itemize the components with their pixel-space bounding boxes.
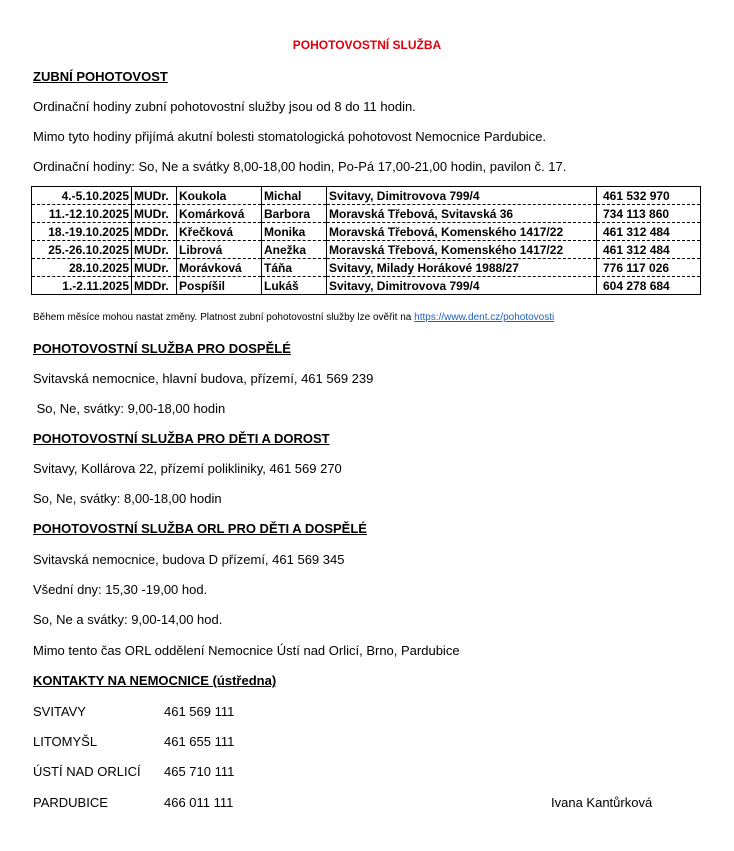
- duty-phone: 604 278 684: [597, 277, 701, 295]
- duty-first-name: Táňa: [262, 259, 327, 277]
- dental-verify-link[interactable]: https://www.dent.cz/pohotovosti: [414, 312, 555, 323]
- table-row: [32, 277, 701, 295]
- contact-phone-svitavy: 461 569 111: [164, 704, 235, 719]
- duty-date: 1.-2.11.2025: [32, 277, 132, 295]
- children-location-text: Svitavy, Kollárova 22, přízemí polikliniky, 461 569 270: [33, 461, 342, 476]
- duty-phone: 461 532 970: [597, 187, 701, 205]
- duty-date: 4.-5.10.2025: [32, 187, 132, 205]
- contact-name-litomysl: LITOMYŠL: [33, 734, 98, 749]
- contact-name-usti: ÚSTÍ NAD ORLICÍ: [33, 764, 141, 779]
- duty-phone: 461 312 484: [597, 241, 701, 259]
- contact-phone-usti: 465 710 111: [164, 764, 235, 779]
- duty-address: Svitavy, Dimitrovova 799/4: [327, 187, 597, 205]
- duty-doctor-title: MUDr.: [132, 241, 177, 259]
- duty-phone: 734 113 860: [597, 205, 701, 223]
- table-row: [32, 205, 701, 223]
- adults-hours-text: So, Ne, svátky: 9,00-18,00 hodin: [33, 401, 226, 416]
- duty-doctor-title: MDDr.: [132, 277, 177, 295]
- dental-heading: ZUBNÍ POHOTOVOST: [33, 69, 168, 84]
- duty-surname: Librová: [177, 241, 262, 259]
- dental-duty-table: [31, 186, 701, 295]
- duty-date: 28.10.2025: [32, 259, 132, 277]
- duty-surname: Morávková: [177, 259, 262, 277]
- duty-date: 25.-26.10.2025: [32, 241, 132, 259]
- orl-outside-hours-text: Mimo tento čas ORL oddělení Nemocnice Ústí nad Orlicí, Brno, Pardubice: [33, 643, 460, 658]
- contacts-heading: KONTAKTY NA NEMOCNICE (ústředna): [33, 673, 277, 688]
- dental-outside-hours-text: Mimo tyto hodiny přijímá akutní bolesti stomatologická pohotovost Nemocnice Pardubice.: [33, 129, 547, 144]
- duty-first-name: Anežka: [262, 241, 327, 259]
- dental-note-text: Během měsíce mohou nastat změny. Platnost zubní pohotovostní služby lze ověřit na: [33, 312, 412, 323]
- table-row: [32, 223, 701, 241]
- duty-first-name: Lukáš: [262, 277, 327, 295]
- duty-surname: Pospíšil: [177, 277, 262, 295]
- dental-note: [33, 312, 554, 323]
- duty-surname: Křečková: [177, 223, 262, 241]
- signature: Ivana Kantůrková: [551, 795, 653, 810]
- contact-name-svitavy: SVITAVY: [33, 704, 86, 719]
- duty-address: Moravská Třebová, Komenského 1417/22: [327, 241, 597, 259]
- table-row: [32, 187, 701, 205]
- duty-date: 18.-19.10.2025: [32, 223, 132, 241]
- duty-address: Moravská Třebová, Komenského 1417/22: [327, 223, 597, 241]
- contact-phone-pardubice: 466 011 111: [164, 795, 234, 810]
- orl-weekday-hours-text: Všední dny: 15,30 -19,00 hod.: [33, 582, 208, 597]
- orl-heading: POHOTOVOSTNÍ SLUŽBA ORL PRO DĚTI A DOSPĚLÉ: [33, 521, 367, 536]
- duty-phone: 776 117 026: [597, 259, 701, 277]
- table-row: [32, 241, 701, 259]
- orl-location-text: Svitavská nemocnice, budova D přízemí, 461 569 345: [33, 552, 345, 567]
- contact-phone-litomysl: 461 655 111: [164, 734, 235, 749]
- duty-first-name: Michal: [262, 187, 327, 205]
- duty-first-name: Monika: [262, 223, 327, 241]
- duty-surname: Komárková: [177, 205, 262, 223]
- duty-phone: 461 312 484: [597, 223, 701, 241]
- contact-name-pardubice: PARDUBICE: [33, 795, 108, 810]
- duty-doctor-title: MUDr.: [132, 187, 177, 205]
- dental-hours-text: Ordinační hodiny zubní pohotovostní služby jsou od 8 do 11 hodin.: [33, 99, 416, 114]
- page-title: POHOTOVOSTNÍ SLUŽBA: [292, 38, 442, 52]
- table-row: [32, 259, 701, 277]
- dental-pardubice-hours-text: Ordinační hodiny: So, Ne a svátky 8,00-18,00 hodin, Po-Pá 17,00-21,00 hodin, pavilon č. 17.: [33, 159, 567, 174]
- duty-address: Moravská Třebová, Svitavská 36: [327, 205, 597, 223]
- duty-doctor-title: MDDr.: [132, 223, 177, 241]
- duty-first-name: Barbora: [262, 205, 327, 223]
- duty-doctor-title: MUDr.: [132, 205, 177, 223]
- duty-surname: Koukola: [177, 187, 262, 205]
- children-heading: POHOTOVOSTNÍ SLUŽBA PRO DĚTI A DOROST: [33, 431, 330, 446]
- duty-address: Svitavy, Milady Horákové 1988/27: [327, 259, 597, 277]
- duty-doctor-title: MUDr.: [132, 259, 177, 277]
- duty-address: Svitavy, Dimitrovova 799/4: [327, 277, 597, 295]
- duty-date: 11.-12.10.2025: [32, 205, 132, 223]
- adults-location-text: Svitavská nemocnice, hlavní budova, přízemí, 461 569 239: [33, 371, 374, 386]
- children-hours-text: So, Ne, svátky: 8,00-18,00 hodin: [33, 491, 222, 506]
- adults-heading: POHOTOVOSTNÍ SLUŽBA PRO DOSPĚLÉ: [33, 341, 291, 356]
- orl-weekend-hours-text: So, Ne a svátky: 9,00-14,00 hod.: [33, 612, 223, 627]
